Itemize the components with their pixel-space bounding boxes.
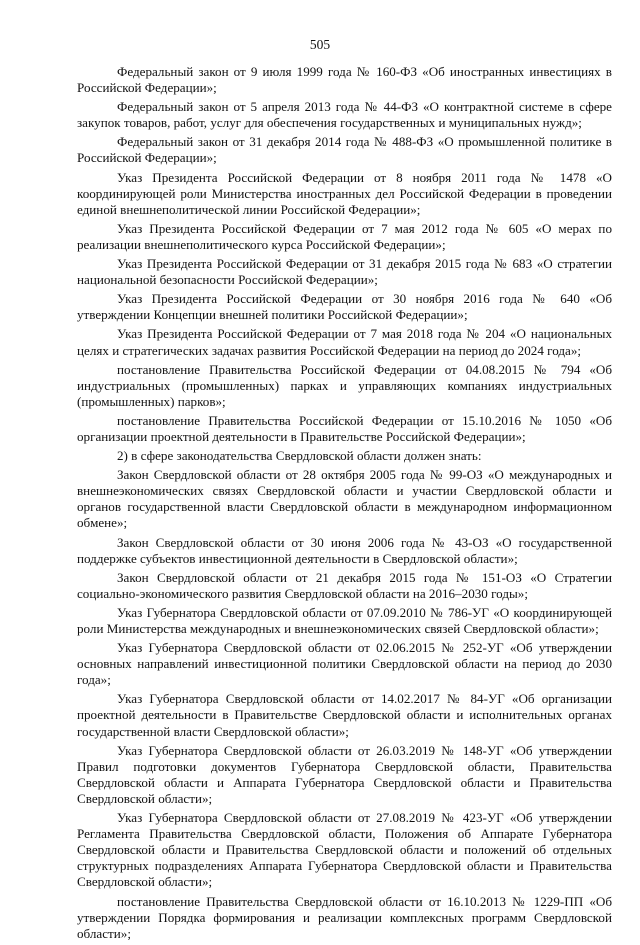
paragraph-governor-decree-84: Указ Губернатора Свердловской области от 14.02.2017 № 84-УГ «Об организации проектной деятельности в Правительстве Свердловской области и исполнительных органах государственной власти Свердловской области»;	[77, 691, 612, 739]
paragraph-governor-decree-148: Указ Губернатора Свердловской области от 26.03.2019 № 148-УГ «Об утверждении Правил подготовки документов Губернатора Свердловской области, Правительства Свердловской области и Аппарата Губернатора Свердловской области и Правительства Свердловской области»;	[77, 742, 612, 806]
paragraph-regional-law-151: Закон Свердловской области от 21 декабря 2015 года № 151-ОЗ «О Стратегии социально-экономического развития Свердловской области на 2016–2030 годы»;	[77, 569, 612, 601]
paragraph-government-resolution-794: постановление Правительства Российской Федерации от 04.08.2015 № 794 «Об индустриальных (промышленных) парках и управляющих компаниях индустриальных (промышленных) парков»;	[77, 361, 612, 409]
paragraph-presidential-decree-1478: Указ Президента Российской Федерации от 8 ноября 2011 года № 1478 «О координирующей роли Министерства иностранных дел Российской Федерации в проведении единой внешнеполитической линии Российской Федерации»;	[77, 169, 612, 217]
paragraph-presidential-decree-605: Указ Президента Российской Федерации от 7 мая 2012 года № 605 «О мерах по реализации внешнеполитического курса Российской Федерации»;	[77, 220, 612, 252]
paragraph-federal-law-160: Федеральный закон от 9 июля 1999 года № 160-ФЗ «Об иностранных инвестициях в Российской Федерации»;	[77, 64, 612, 96]
paragraph-federal-law-488: Федеральный закон от 31 декабря 2014 года № 488-ФЗ «О промышленной политике в Российской Федерации»;	[77, 134, 612, 166]
paragraph-government-resolution-1050: постановление Правительства Российской Федерации от 15.10.2016 № 1050 «Об организации проектной деятельности в Правительстве Российской Федерации»;	[77, 412, 612, 444]
paragraph-regional-law-99: Закон Свердловской области от 28 октября 2005 года № 99-ОЗ «О международных и внешнеэкономических связях Свердловской области и участии Свердловской области и органов государственной власти Свердловской области в международном информационном обмене»;	[77, 467, 612, 531]
paragraph-regional-law-43: Закон Свердловской области от 30 июня 2006 года № 43-ОЗ «О государственной поддержке субъектов инвестиционной деятельности в Свердловской области»;	[77, 534, 612, 566]
paragraph-governor-decree-252: Указ Губернатора Свердловской области от 02.06.2015 № 252-УГ «Об утверждении основных направлений инвестиционной политики Свердловской области на период до 2030 года»;	[77, 640, 612, 688]
paragraph-regional-resolution-1229: постановление Правительства Свердловской области от 16.10.2013 № 1229-ПП «Об утверждении Порядка формирования и реализации комплексных программ Свердловской области»;	[77, 893, 612, 941]
document-body	[77, 64, 612, 945]
paragraph-governor-decree-786: Указ Губернатора Свердловской области от 07.09.2010 № 786-УГ «О координирующей роли Министерства международных и внешнеэкономических связей Свердловской области»;	[77, 604, 612, 636]
paragraph-presidential-decree-204: Указ Президента Российской Федерации от 7 мая 2018 года № 204 «О национальных целях и стратегических задачах развития Российской Федерации на период до 2024 года»;	[77, 326, 612, 358]
paragraph-presidential-decree-683: Указ Президента Российской Федерации от 31 декабря 2015 года № 683 «О стратегии национальной безопасности Российской Федерации»;	[77, 256, 612, 288]
paragraph-presidential-decree-640: Указ Президента Российской Федерации от 30 ноября 2016 года № 640 «Об утверждении Концепции внешней политики Российской Федерации»;	[77, 291, 612, 323]
paragraph-governor-decree-423: Указ Губернатора Свердловской области от 27.08.2019 № 423-УГ «Об утверждении Регламента Правительства Свердловской области, Положения об Аппарате Губернатора Свердловской области и Правительства Свердловской области и положений об отдельных структурных подразделениях Аппарата Губернатора Свердловской области и Правительства Свердловской области»;	[77, 810, 612, 890]
page-number: 505	[309, 37, 331, 52]
paragraph-federal-law-44: Федеральный закон от 5 апреля 2013 года № 44-ФЗ «О контрактной системе в сфере закупок товаров, работ, услуг для обеспечения государственных и муниципальных нужд»;	[77, 99, 612, 131]
paragraph-section-heading-sverdlovsk: 2) в сфере законодательства Свердловской области должен знать:	[117, 448, 482, 464]
